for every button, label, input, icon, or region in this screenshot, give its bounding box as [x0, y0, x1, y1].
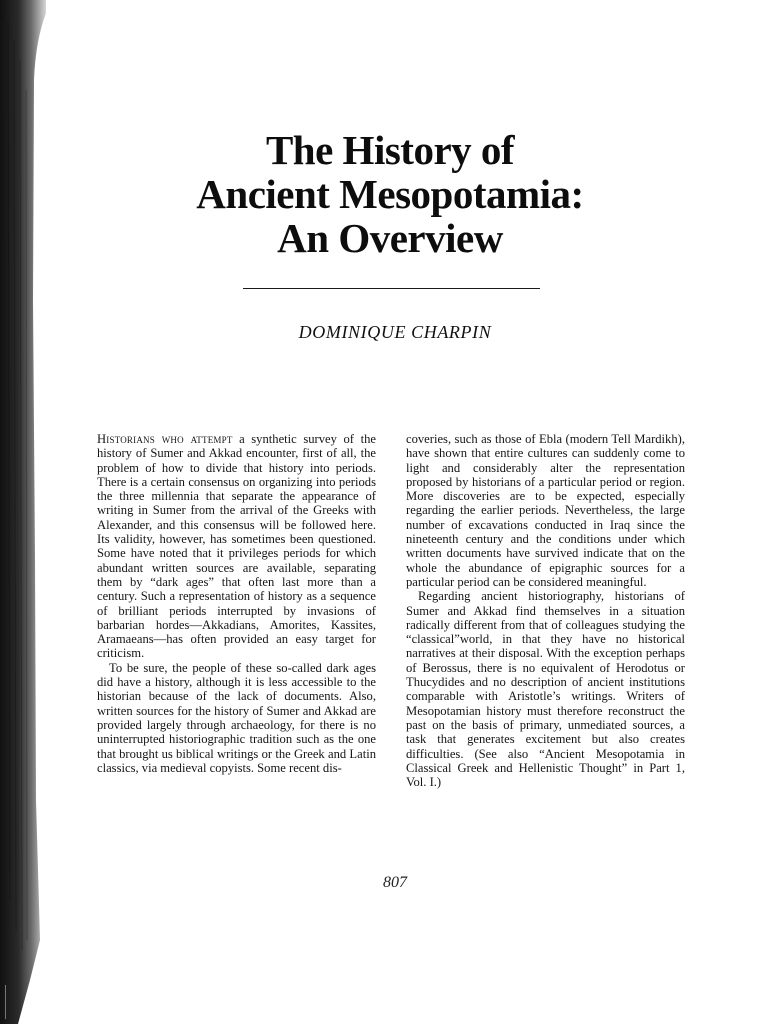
- text-column-left: [97, 432, 376, 775]
- lead-in-text: Historians who attempt: [97, 432, 233, 446]
- paragraph: Regarding ancient historiography, historians of Sumer and Akkad find themselves in a situation radically different from that of colleagues studying the “classical”world, in that they have no historical narratives at their disposal. With the exception perhaps of Berossus, there is no equivalent of Herodotus or Thucydides and no description of ancient institutions comparable with Aristotle’s writings. Writers of Mesopotamian history must therefore reconstruct the past on the basis of primary, unmediated sources, a task that generates excitement but also creates difficulties. (See also “Ancient Mesopotamia in Classical Greek and Hellenistic Thought” in Part 1, Vol. I.): [406, 589, 685, 790]
- scan-edge-mark: [5, 985, 6, 1019]
- paragraph-text: a synthetic survey of the history of Sumer and Akkad encounter, first of all, the problem of how to divide that history into periods. There is a certain consensus on organizing into periods the three millennia that separate the appearance of writing in Sumer from the arrival of the Greeks with Alexander, and this consensus will be followed here. Its validity, however, has sometimes been questioned. Some have noted that it privileges periods for which abundant written sources are available, separating them by “dark ages” that often last more than a century. Such a representation of history as a sequence of brilliant periods interrupted by invasions of barbarian hordes—Akkadians, Amorites, Kassites, Aramaeans—has often provided an easy target for criticism.: [97, 432, 376, 661]
- chapter-title: [150, 128, 630, 260]
- title-divider: [243, 288, 540, 289]
- paragraph: To be sure, the people of these so-called dark ages did have a history, although it is less accessible to the historian because of the lack of documents. Also, written sources for the history of Sumer and Akkad are provided largely through archaeology, for there is no uninterrupted historiographic tradition such as the one that brought us biblical writings or the Greek and Latin classics, via medieval copyists. Some recent dis-: [97, 660, 376, 775]
- title-line-3: An Overview: [277, 215, 503, 261]
- title-line-2: Ancient Mesopotamia:: [196, 171, 584, 217]
- author-name: DOMINIQUE CHARPIN: [298, 322, 492, 342]
- paragraph: coveries, such as those of Ebla (modern Tell Mardikh), have shown that entire cultures can suddenly come to light and considerably alter the representation proposed by historians of a particular period or region. More discoveries are to be expected, especially regarding the earlier periods. Nevertheless, the large number of excavations conducted in Iraq since the nineteenth century and the conditions under which written documents have survived indicate that on the whole the abundance of epigraphic sources for a particular period can be considered meaningful.: [406, 432, 685, 589]
- page-number: 807: [383, 874, 407, 891]
- text-column-right: [406, 432, 685, 789]
- paragraph: [97, 432, 376, 661]
- title-line-1: The History of: [265, 127, 515, 173]
- book-spine-shadow: [0, 0, 46, 1024]
